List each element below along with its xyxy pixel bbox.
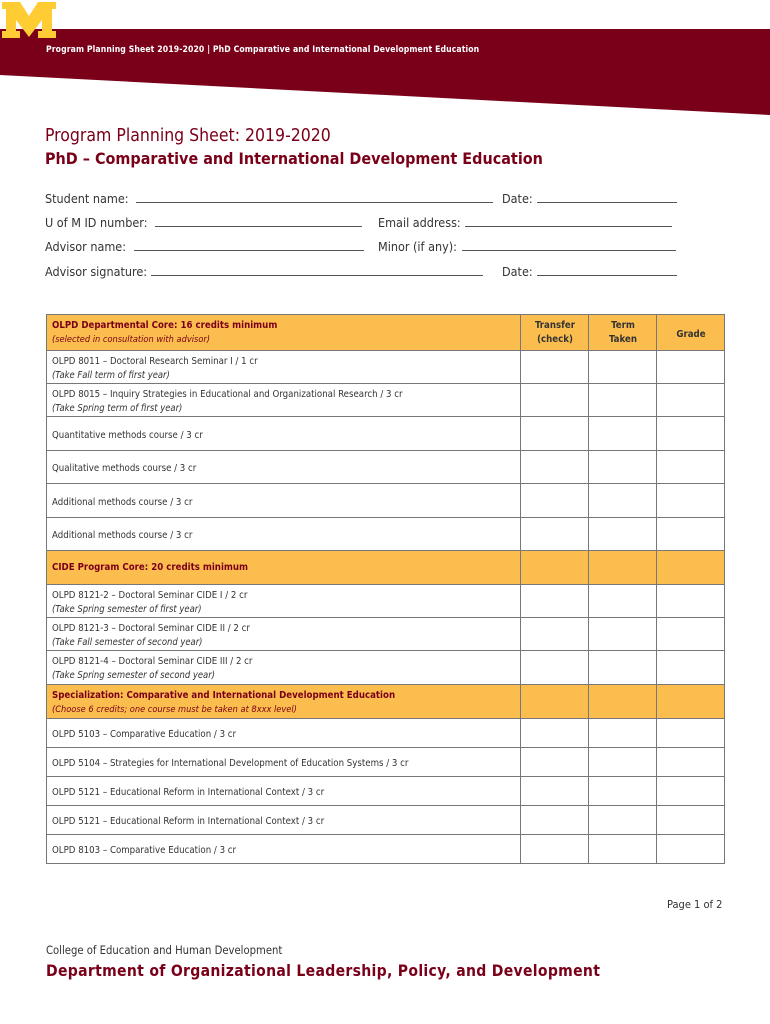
term-taken-cell[interactable]: [589, 651, 657, 685]
university-logo-icon: [0, 0, 58, 40]
section-title: Specialization: Comparative and International Development Education: [52, 690, 396, 701]
course-row: [47, 719, 725, 748]
grade-cell[interactable]: [657, 618, 725, 651]
umn-id-row: [45, 215, 362, 230]
course-cell: [47, 835, 521, 864]
course-name: Additional methods course / 3 cr: [52, 530, 193, 541]
grade-cell[interactable]: [657, 518, 725, 551]
term-taken-cell[interactable]: [589, 719, 657, 748]
transfer-check-cell[interactable]: [521, 719, 589, 748]
header-banner: [0, 0, 770, 120]
course-row: [47, 417, 725, 451]
course-cell: [47, 518, 521, 551]
term-taken-cell[interactable]: [589, 777, 657, 806]
advisor-signature-row: [45, 264, 483, 279]
umn-id-label: U of M ID number:: [45, 215, 148, 230]
banner-shape: [0, 0, 770, 120]
section-subtitle: (Choose 6 credits; one course must be taken at 8xxx level): [52, 704, 297, 715]
section-title-cell: [47, 315, 521, 351]
grade-cell[interactable]: [657, 777, 725, 806]
grade-cell[interactable]: [657, 451, 725, 484]
course-note: (Take Fall semester of second year): [52, 637, 203, 648]
email-field[interactable]: [465, 215, 672, 227]
course-table: [46, 314, 725, 864]
course-cell: [47, 585, 521, 618]
course-cell: [47, 806, 521, 835]
advisor-signature-field[interactable]: [151, 264, 483, 276]
grade-cell[interactable]: [657, 651, 725, 685]
section-header: [47, 551, 725, 585]
date-label-1: Date:: [502, 191, 533, 206]
advisor-signature-label: Advisor signature:: [45, 264, 148, 279]
grade-cell[interactable]: [657, 351, 725, 384]
college-name: College of Education and Human Development: [46, 944, 283, 957]
email-row: [378, 215, 672, 230]
student-name-label: Student name:: [45, 191, 129, 206]
header-blank-cell: [521, 551, 589, 585]
term-taken-cell[interactable]: [589, 748, 657, 777]
banner-title: Program Planning Sheet 2019-2020 | PhD Comparative and International Development Education: [46, 45, 480, 55]
header-blank-cell: [589, 551, 657, 585]
course-cell: [47, 417, 521, 451]
course-name: OLPD 5104 – Strategies for International Development of Education Systems / 3 cr: [52, 758, 409, 769]
term-taken-cell[interactable]: [589, 484, 657, 518]
course-name: OLPD 8103 – Comparative Education / 3 cr: [52, 845, 237, 856]
grade-cell[interactable]: [657, 835, 725, 864]
course-cell: [47, 719, 521, 748]
transfer-check-cell[interactable]: [521, 484, 589, 518]
advisor-name-row: [45, 239, 364, 254]
course-row: [47, 585, 725, 618]
course-name: Qualitative methods course / 3 cr: [52, 463, 197, 474]
course-name: Quantitative methods course / 3 cr: [52, 429, 203, 441]
transfer-check-cell[interactable]: [521, 417, 589, 451]
minor-label: Minor (if any):: [378, 239, 457, 254]
date-row-1: [502, 191, 677, 206]
transfer-check-cell[interactable]: [521, 585, 589, 618]
course-row: [47, 777, 725, 806]
term-taken-cell[interactable]: [589, 835, 657, 864]
term-taken-cell[interactable]: [589, 351, 657, 384]
grade-cell[interactable]: [657, 748, 725, 777]
grade-cell[interactable]: [657, 384, 725, 417]
section-title-cell: [47, 685, 521, 719]
course-row: [47, 518, 725, 551]
transfer-check-cell[interactable]: [521, 777, 589, 806]
course-note: (Take Spring term of first year): [52, 403, 183, 414]
term-taken-cell[interactable]: [589, 806, 657, 835]
term-taken-cell[interactable]: [589, 585, 657, 618]
program-title: PhD – Comparative and International Development Education: [45, 149, 543, 168]
course-cell: [47, 777, 521, 806]
course-note: (Take Spring semester of second year): [52, 670, 215, 681]
term-taken-cell[interactable]: [589, 451, 657, 484]
transfer-check-cell[interactable]: [521, 806, 589, 835]
course-note: (Take Spring semester of first year): [52, 604, 202, 615]
term-taken-cell[interactable]: [589, 417, 657, 451]
course-row: [47, 451, 725, 484]
course-cell: [47, 618, 521, 651]
section-title: CIDE Program Core: 20 credits minimum: [52, 562, 249, 573]
page-number: Page 1 of 2: [667, 898, 723, 911]
transfer-check-cell[interactable]: [521, 748, 589, 777]
grade-cell[interactable]: [657, 484, 725, 518]
advisor-name-field[interactable]: [134, 239, 364, 251]
course-cell: [47, 384, 521, 417]
section-title: OLPD Departmental Core: 16 credits minimum: [52, 320, 278, 331]
course-row: [47, 806, 725, 835]
term-taken-cell[interactable]: [589, 384, 657, 417]
section-title-cell: [47, 551, 521, 585]
section-header: [47, 315, 725, 351]
course-cell: [47, 484, 521, 518]
course-row: [47, 748, 725, 777]
transfer-check-cell[interactable]: [521, 835, 589, 864]
umn-id-field[interactable]: [155, 215, 362, 227]
course-name: OLPD 8121-2 – Doctoral Seminar CIDE I / 2 cr: [52, 590, 248, 601]
course-cell: [47, 748, 521, 777]
course-row: [47, 484, 725, 518]
transfer-check-cell[interactable]: [521, 651, 589, 685]
grade-cell[interactable]: [657, 417, 725, 451]
header-blank-cell: [589, 685, 657, 719]
minor-field[interactable]: [462, 239, 676, 251]
transfer-check-cell[interactable]: [521, 451, 589, 484]
date-field-1[interactable]: [537, 191, 677, 203]
course-cell: [47, 351, 521, 384]
header-blank-cell: [657, 685, 725, 719]
term-taken-cell[interactable]: [589, 518, 657, 551]
date-field-2[interactable]: [537, 264, 677, 276]
department-name: Department of Organizational Leadership, Policy, and Development: [46, 962, 601, 980]
course-name: OLPD 8121-3 – Doctoral Seminar CIDE II / 2 cr: [52, 623, 250, 634]
section-header: [47, 685, 725, 719]
column-header-term: Term Taken: [589, 315, 657, 351]
course-row: [47, 651, 725, 685]
transfer-check-cell[interactable]: [521, 351, 589, 384]
date-label-2: Date:: [502, 264, 533, 279]
course-row: [47, 618, 725, 651]
column-header-transfer: Transfer (check): [521, 315, 589, 351]
course-name: OLPD 5121 – Educational Reform in International Context / 3 cr: [52, 816, 325, 827]
column-header-grade: Grade: [657, 315, 725, 351]
course-note: (Take Fall term of first year): [52, 370, 170, 381]
course-name: Additional methods course / 3 cr: [52, 496, 193, 508]
course-name: OLPD 8015 – Inquiry Strategies in Educational and Organizational Research / 3 cr: [52, 389, 403, 400]
course-name: OLPD 8011 – Doctoral Research Seminar I / 1 cr: [52, 356, 258, 367]
course-row: [47, 351, 725, 384]
minor-row: [378, 239, 676, 254]
course-cell: [47, 651, 521, 685]
transfer-check-cell[interactable]: [521, 384, 589, 417]
course-name: OLPD 5103 – Comparative Education / 3 cr: [52, 729, 237, 740]
course-row: [47, 835, 725, 864]
grade-cell[interactable]: [657, 719, 725, 748]
header-blank-cell: [521, 685, 589, 719]
course-cell: [47, 451, 521, 484]
transfer-check-cell[interactable]: [521, 518, 589, 551]
grade-cell[interactable]: [657, 585, 725, 618]
advisor-name-label: Advisor name:: [45, 239, 127, 254]
page-title: Program Planning Sheet: 2019-2020: [45, 126, 331, 146]
date-row-2: [502, 264, 677, 279]
student-name-field[interactable]: [136, 191, 493, 203]
course-name: OLPD 5121 – Educational Reform in International Context / 3 cr: [52, 787, 325, 798]
term-taken-cell[interactable]: [589, 618, 657, 651]
header-blank-cell: [657, 551, 725, 585]
course-name: OLPD 8121-4 – Doctoral Seminar CIDE III / 2 cr: [52, 656, 253, 667]
course-row: [47, 384, 725, 417]
grade-cell[interactable]: [657, 806, 725, 835]
transfer-check-cell[interactable]: [521, 618, 589, 651]
section-subtitle: (selected in consultation with advisor): [52, 334, 210, 345]
email-label: Email address:: [378, 215, 461, 230]
student-name-row: [45, 191, 493, 206]
